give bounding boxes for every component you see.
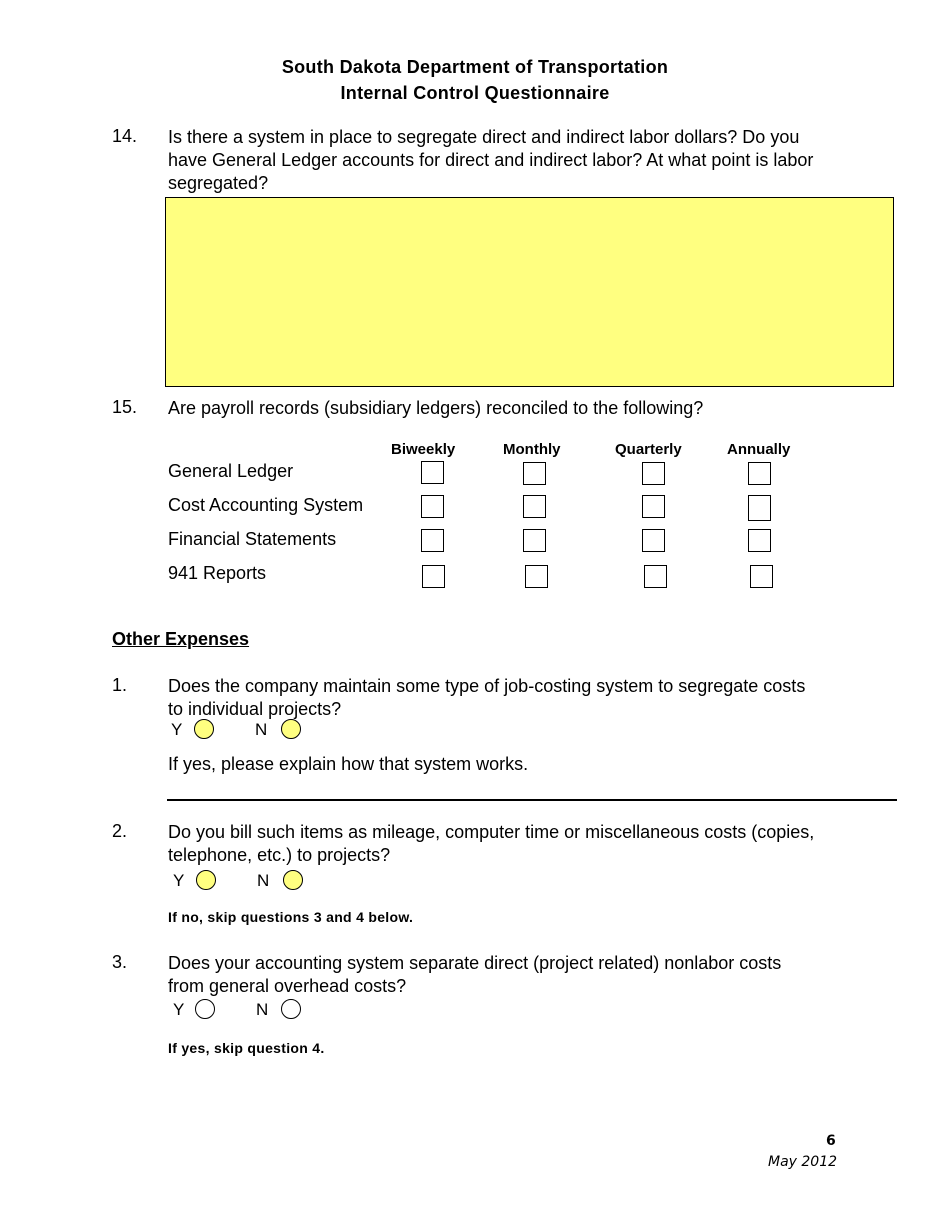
oe-q2-text-line: Do you bill such items as mileage, computer time or miscellaneous costs (copies, (168, 822, 815, 842)
col-header-annually: Annually (727, 441, 791, 458)
checkbox-general-ledger-biweekly[interactable] (421, 461, 444, 484)
q14-answer-field[interactable] (165, 197, 894, 387)
checkbox-financial-statements-biweekly[interactable] (421, 529, 444, 552)
oe-q1-yes-label: Y (171, 720, 183, 739)
checkbox-941-reports-biweekly[interactable] (422, 565, 445, 588)
q14-text-line: Is there a system in place to segregate direct and indirect labor dollars? Do you (168, 127, 800, 147)
oe-q3-text (168, 952, 781, 998)
oe-q3-text-line: Does your accounting system separate direct (project related) nonlabor costs (168, 953, 782, 973)
row-label-941-reports: 941 Reports (168, 563, 267, 583)
oe-q3-note: If yes, skip question 4. (168, 1040, 325, 1056)
oe-q2-yes-radio[interactable] (196, 870, 216, 890)
q15-text: Are payroll records (subsidiary ledgers) reconciled to the following? (168, 398, 704, 418)
oe-q3-yes-radio[interactable] (195, 999, 215, 1019)
section-heading-other-expenses: Other Expenses (112, 629, 250, 649)
checkbox-cost-accounting-monthly[interactable] (523, 495, 546, 518)
checkbox-941-reports-quarterly[interactable] (644, 565, 667, 588)
oe-q1-text (168, 675, 805, 721)
checkbox-cost-accounting-annually[interactable] (748, 495, 771, 521)
q15-number: 15. (112, 397, 138, 417)
checkbox-general-ledger-annually[interactable] (748, 462, 771, 485)
q14-text-line: have General Ledger accounts for direct and indirect labor? At what point is labor (168, 150, 814, 170)
row-label-financial-statements: Financial Statements (168, 529, 337, 549)
checkbox-general-ledger-monthly[interactable] (523, 462, 546, 485)
oe-q1-followup: If yes, please explain how that system works. (168, 754, 529, 774)
oe-q2-yes-label: Y (173, 871, 185, 890)
oe-q2-number: 2. (112, 821, 128, 841)
oe-q3-number: 3. (112, 952, 128, 972)
col-header-monthly: Monthly (503, 441, 561, 458)
oe-q1-no-label: N (255, 720, 268, 739)
oe-q3-no-label: N (256, 1000, 269, 1019)
footer-date: May 2012 (768, 1154, 838, 1170)
oe-q1-yes-radio[interactable] (194, 719, 214, 739)
oe-q2-note: If no, skip questions 3 and 4 below. (168, 909, 414, 925)
checkbox-financial-statements-annually[interactable] (748, 529, 771, 552)
checkbox-financial-statements-quarterly[interactable] (642, 529, 665, 552)
checkbox-cost-accounting-biweekly[interactable] (421, 495, 444, 518)
col-header-quarterly: Quarterly (615, 441, 682, 458)
oe-q2-text-line: telephone, etc.) to projects? (168, 845, 391, 865)
q14-text (168, 126, 813, 195)
oe-q1-text-line: to individual projects? (168, 699, 342, 719)
oe-q2-text (168, 821, 814, 867)
oe-q3-yes-label: Y (173, 1000, 185, 1019)
checkbox-financial-statements-monthly[interactable] (523, 529, 546, 552)
oe-q1-number: 1. (112, 675, 128, 695)
oe-q2-no-label: N (257, 871, 270, 890)
oe-q1-no-radio[interactable] (281, 719, 301, 739)
checkbox-941-reports-monthly[interactable] (525, 565, 548, 588)
oe-q2-no-radio[interactable] (283, 870, 303, 890)
q14-text-line: segregated? (168, 173, 269, 193)
checkbox-941-reports-annually[interactable] (750, 565, 773, 588)
oe-q3-no-radio[interactable] (281, 999, 301, 1019)
doc-title-line2: Internal Control Questionnaire (340, 83, 610, 103)
col-header-biweekly: Biweekly (391, 441, 456, 458)
doc-title-line1: South Dakota Department of Transportation (281, 57, 669, 77)
oe-q1-text-line: Does the company maintain some type of job-costing system to segregate costs (168, 676, 806, 696)
q14-number: 14. (112, 126, 138, 146)
oe-q1-answer-line[interactable] (167, 799, 897, 801)
oe-q3-text-line: from general overhead costs? (168, 976, 407, 996)
row-label-cost-accounting: Cost Accounting System (168, 495, 364, 515)
page-number: 6 (826, 1133, 836, 1149)
row-label-general-ledger: General Ledger (168, 461, 294, 481)
checkbox-general-ledger-quarterly[interactable] (642, 462, 665, 485)
checkbox-cost-accounting-quarterly[interactable] (642, 495, 665, 518)
